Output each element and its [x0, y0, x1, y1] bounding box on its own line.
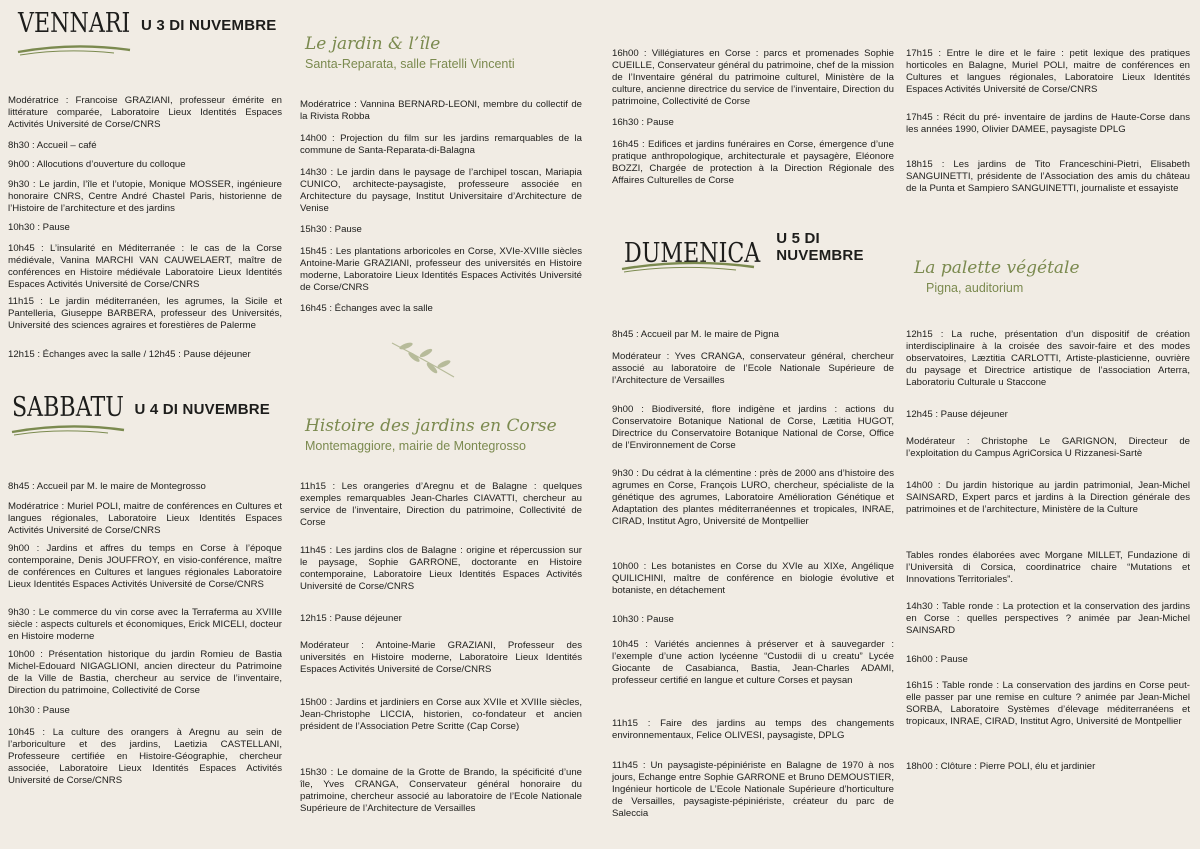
agenda-item: 9h30 : Le jardin, l’île et l’utopie, Monique MOSSER, ingénieure honoraire CNRS, Centre André Chastel Paris, historienne de l’Histoire de l’architecture et des jardins [8, 179, 282, 215]
agenda-item: 16h15 : Table ronde : La conservation des jardins en Corse peut-elle passer par une remise en culture ? animée par Jean-Michel SORBA, Laboratoire Systèmes d’élevage méditerranéens et tropicaux, INRAE, CIRAD, Institut Agro, Université de Montpellier [906, 680, 1190, 728]
agenda-item: 16h00 : Pause [906, 654, 968, 665]
day-date: U 4 DI NUVEMBRE [134, 401, 270, 418]
agenda-item: 11h45 : Un paysagiste-pépiniériste en Balagne de 1970 à nos jours, Echange entre Sophie GARRONE et Bruno DEMOUSTIER, Ingénieur horticole de L’Ecole Nationale Supérieure d’horticulture de Versailles, paysagiste-pépiniériste, créateur du parc de Saleccia [612, 760, 894, 820]
agenda-item: 12h15 : Pause déjeuner [300, 613, 402, 624]
agenda-item: 12h15 : Échanges avec la salle / 12h45 : Pause déjeuner [8, 349, 251, 360]
agenda-item: 14h00 : Projection du film sur les jardins remarquables de la commune de Santa-Reparata-di-Balagna [300, 133, 582, 157]
agenda-item: Modératrice : Muriel POLI, maitre de conférences en Cultures et langues régionales, Laboratoire Lieux Identités Espaces Activités Université de Corse/CNRS [8, 501, 282, 537]
agenda-item: 12h45 : Pause déjeuner [906, 409, 1008, 420]
agenda-item: 18h15 : Les jardins de Tito Franceschini-Pietri, Elisabeth SANGUINETTI, présidente de l’Association des amis du château de la Punta et Sampiero SANGUINETTI, journaliste et essayiste [906, 159, 1190, 195]
agenda-item: Modérateur : Yves CRANGA, conservateur général, chercheur associé au laboratoire de l’Ecole Nationale Supérieure de l’Architecture de Versailles [612, 351, 894, 387]
day-date: U 3 DI NUVEMBRE [140, 17, 277, 34]
agenda-item: 16h45 : Edifices et jardins funéraires en Corse, émergence d’une pratique anthropologique, architecturale et paysagère, Eléonore BOZZI, Chargée de protection à la Direction Régionale des Affaires Culturelles de Corse [612, 139, 894, 187]
column-friday-saturday [0, 0, 290, 849]
agenda-item: 9h30 : Le commerce du vin corse avec la Terraferma au XVIIIe siècle : aspects culturels et économiques, Erick MICELI, docteur en Histoire moderne [8, 607, 282, 643]
olive-branch-icon [388, 337, 458, 381]
agenda-item: 16h00 : Villégiatures en Corse : parcs et promenades Sophie CUEILLE, Conservateur général du patrimoine, chef de la mission de l’Inventaire général du patrimoine culturel, Ministère de la culture, ancienne directrice du service de l’inventaire, Direction du patrimoine, Collectivité de Corse [612, 48, 894, 108]
agenda-item: 8h30 : Accueil – café [8, 140, 97, 151]
agenda-item: Modérateur : Antoine-Marie GRAZIANI, Professeur des universités en Histoire moderne, Laboratoire Lieux Identités Espaces Activités Université de Corse/CNRS [300, 640, 582, 676]
agenda-item: 15h45 : Les plantations arboricoles en Corse, XVIe-XVIIIe siècles Antoine-Marie GRAZIANI, professeur des universités en Histoire moderne, Laboratoire Lieux Identités Espaces Activités Université de Corse/CNRS [300, 246, 582, 294]
session-place: Pigna, auditorium [926, 281, 1024, 295]
agenda-item: 11h15 : Le jardin méditerranéen, les agrumes, la Sicile et Pantelleria, Giuseppe BARBERA, professeur des Universités, Université des sciences agraires et forestières de Palerme [8, 296, 282, 332]
agenda-item: 10h30 : Pause [8, 705, 70, 716]
agenda-item: Modératrice : Vannina BERNARD-LEONI, membre du collectif de la Rivista Robba [300, 99, 582, 123]
agenda-item: 14h30 : Le jardin dans le paysage de l’archipel toscan, Mariapia CUNICO, architecte-paysagiste, professeure associée en Architecture du paysage, Institut Universitaire d’Architecture de Venise [300, 167, 582, 215]
column-saturday-sunday [612, 0, 894, 849]
day-date: U 5 DI NUVEMBRE [776, 230, 864, 264]
session-place: Santa-Reparata, salle Fratelli Vincenti [305, 57, 515, 71]
agenda-item: 14h00 : Du jardin historique au jardin patrimonial, Jean-Michel SAINSARD, Expert parcs et jardins à la Direction générale des patrimoines et de l’architecture, Ministère de la Culture [906, 480, 1190, 516]
agenda-item: 11h45 : Les jardins clos de Balagne : origine et répercussion sur le paysage, Sophie GARRONE, doctorante en Histoire contemporaine, Laboratoire Lieux Identités Espaces Activités Université de Corse/CNRS [300, 545, 582, 593]
swash-ornament [8, 420, 128, 438]
agenda-item: 8h45 : Accueil par M. le maire de Montegrosso [8, 481, 206, 492]
agenda-item: 8h45 : Accueil par M. le maire de Pigna [612, 329, 779, 340]
agenda-item: 10h45 : Variétés anciennes à préserver et à sauvegarder : l’exemple d’une action lycéenne “Custodii di u creatu” Lycée Giocante de Casabianca, Bastia, Jean-Charles ADAMI, professeur certifié en langue et culture Corses et paysan [612, 639, 894, 687]
agenda-item: Tables rondes élaborées avec Morgane MILLET, Fundazione di l’Università di Corsica, coordinatrice chaire “Mutations et Innovations Territoriales”. [906, 550, 1190, 586]
agenda-item: 10h00 : Les botanistes en Corse du XVIe au XIXe, Angélique QUILICHINI, maître de conférence en biologie évolutive et botaniste, en détachement [612, 561, 894, 597]
swash-ornament [618, 256, 758, 276]
agenda-item: Modérateur : Christophe Le GARIGNON, Directeur de l’exploitation du Campus AgriCorsica U Rizzanesi-Sartè [906, 436, 1190, 460]
session-title: Le jardin & l’île [305, 34, 441, 54]
agenda-item: 16h30 : Pause [612, 117, 674, 128]
day-name: VENNARI [18, 8, 131, 39]
column-sessions-2 [300, 0, 582, 849]
agenda-item: 16h45 : Échanges avec la salle [300, 303, 433, 314]
agenda-item: 18h00 : Clôture : Pierre POLI, élu et jardinier [906, 761, 1096, 772]
session-place: Montemaggiore, mairie de Montegrosso [305, 439, 526, 453]
day-header-saturday [12, 392, 270, 423]
agenda-item: 10h00 : Présentation historique du jardin Romieu de Bastia Michel-Edouard NIGAGLIONI, ancien directeur du Patrimoine de la Ville de Bastia, chercheur au service de l’inventaire, Direction du patrimoine, Collectivité de Corse [8, 649, 282, 697]
agenda-item: 12h15 : La ruche, présentation d’un dispositif de création interdisciplinaire à la croisée des savoir-faire et des modes observatoires, Læztitia CARLOTTI, Artiste-plasticienne, ouvrière du paysage et Directrice artistique de l’association Arterra, Laboratoriu Culturale u Staccone [906, 329, 1190, 389]
agenda-item: 11h15 : Faire des jardins au temps des changements environnementaux, Felice OLIVESI, paysagiste, DPLG [612, 718, 894, 742]
agenda-item: 9h00 : Jardins et affres du temps en Corse à l’époque contemporaine, Denis JOUFFROY, en visio-conférence, maître de conférences en Cultures et langues régionales Laboratoire Lieux Identités Espaces Activités Université de Corse/CNRS [8, 543, 282, 591]
agenda-item: 9h00 : Allocutions d’ouverture du colloque [8, 159, 186, 170]
agenda-item: 17h15 : Entre le dire et le faire : petit lexique des pratiques horticoles en Balagne, Muriel POLI, maitre de conférences en Cultures et langues régionales, Laboratoire Lieux Identités Espaces Activités Université de Corse/CNRS [906, 48, 1190, 96]
agenda-item: 15h00 : Jardins et jardiniers en Corse aux XVIIe et XVIIIe siècles, Jean-Christophe LICCIA, historien, co-fondateur et ancien président de l’Association Petre Scritte (Cap Corse) [300, 697, 582, 733]
session-title: Histoire des jardins en Corse [305, 416, 557, 436]
agenda-item: 11h15 : Les orangeries d’Aregnu et de Balagne : quelques exemples remarquables Jean-Charles CIAVATTI, chercheur au service de l’inventaire, Direction du patrimoine, Collectivité de Corse [300, 481, 582, 529]
agenda-item: 9h00 : Biodiversité, flore indigène et jardins : actions du Conservatoire Botanique National de Corse, Lætitia HUGOT, Directrice du Conservatoire Botanique National de Corse, Office de l’Environnement de Corse [612, 404, 894, 452]
agenda-item: 10h45 : La culture des orangers à Aregnu au sein de l’arboriculture et des jardins, Laetizia CASTELLANI, Professeure certifiée en Histoire-Géographie, chercheur associée, Laboratoire Lieux Identités Espaces Activités Université de Corse/CNRS [8, 727, 282, 787]
day-name: SABBATU [12, 392, 124, 423]
day-name: DUMENICA [624, 238, 761, 269]
agenda-item: 17h45 : Récit du pré- inventaire de jardins de Haute-Corse dans les années 1990, Olivier DAMEE, paysagiste DPLG [906, 112, 1190, 136]
day-header-friday [18, 8, 276, 39]
swash-ornament [14, 40, 134, 58]
agenda-item: 14h30 : Table ronde : La protection et la conservation des jardins en Corse : quelles perspectives ? animée par Jean-Michel SAINSARD [906, 601, 1190, 637]
column-sunday [906, 0, 1190, 849]
agenda-item: 15h30 : Pause [300, 224, 362, 235]
agenda-item: 9h30 : Du cédrat à la clémentine : près de 2000 ans d’histoire des agrumes en Corse, François LURO, chercheur, spécialiste de la génétique des agrumes, Laboratoire Amélioration Génétique et Adaptation des plantes méditerranéennes et tropicales, INRAE, CIRAD, Institut Agro, Université de Montpellier [612, 468, 894, 528]
agenda-item: Modératrice : Francoise GRAZIANI, professeur émérite en littérature comparée, Laboratoire Lieux Identités Espaces Activités Université de Corse/CNRS [8, 95, 282, 131]
agenda-item: 15h30 : Le domaine de la Grotte de Brando, la spécificité d’une île, Yves CRANGA, Conservateur général honoraire du patrimoine, chercheur associé au laboratoire de l’Ecole Nationale Supérieure de l’Architecture de Versailles [300, 767, 582, 815]
agenda-item: 10h30 : Pause [612, 614, 674, 625]
agenda-item: 10h30 : Pause [8, 222, 70, 233]
session-title: La palette végétale [914, 258, 1080, 278]
agenda-item: 10h45 : L’insularité en Méditerranée : le cas de la Corse médiévale, Vanina MARCHI VAN CAUWELAERT, maître de conférences en Histoire médiévale Laboratoire Lieux Identités Espaces Activités Université de Corse/CNRS [8, 243, 282, 291]
